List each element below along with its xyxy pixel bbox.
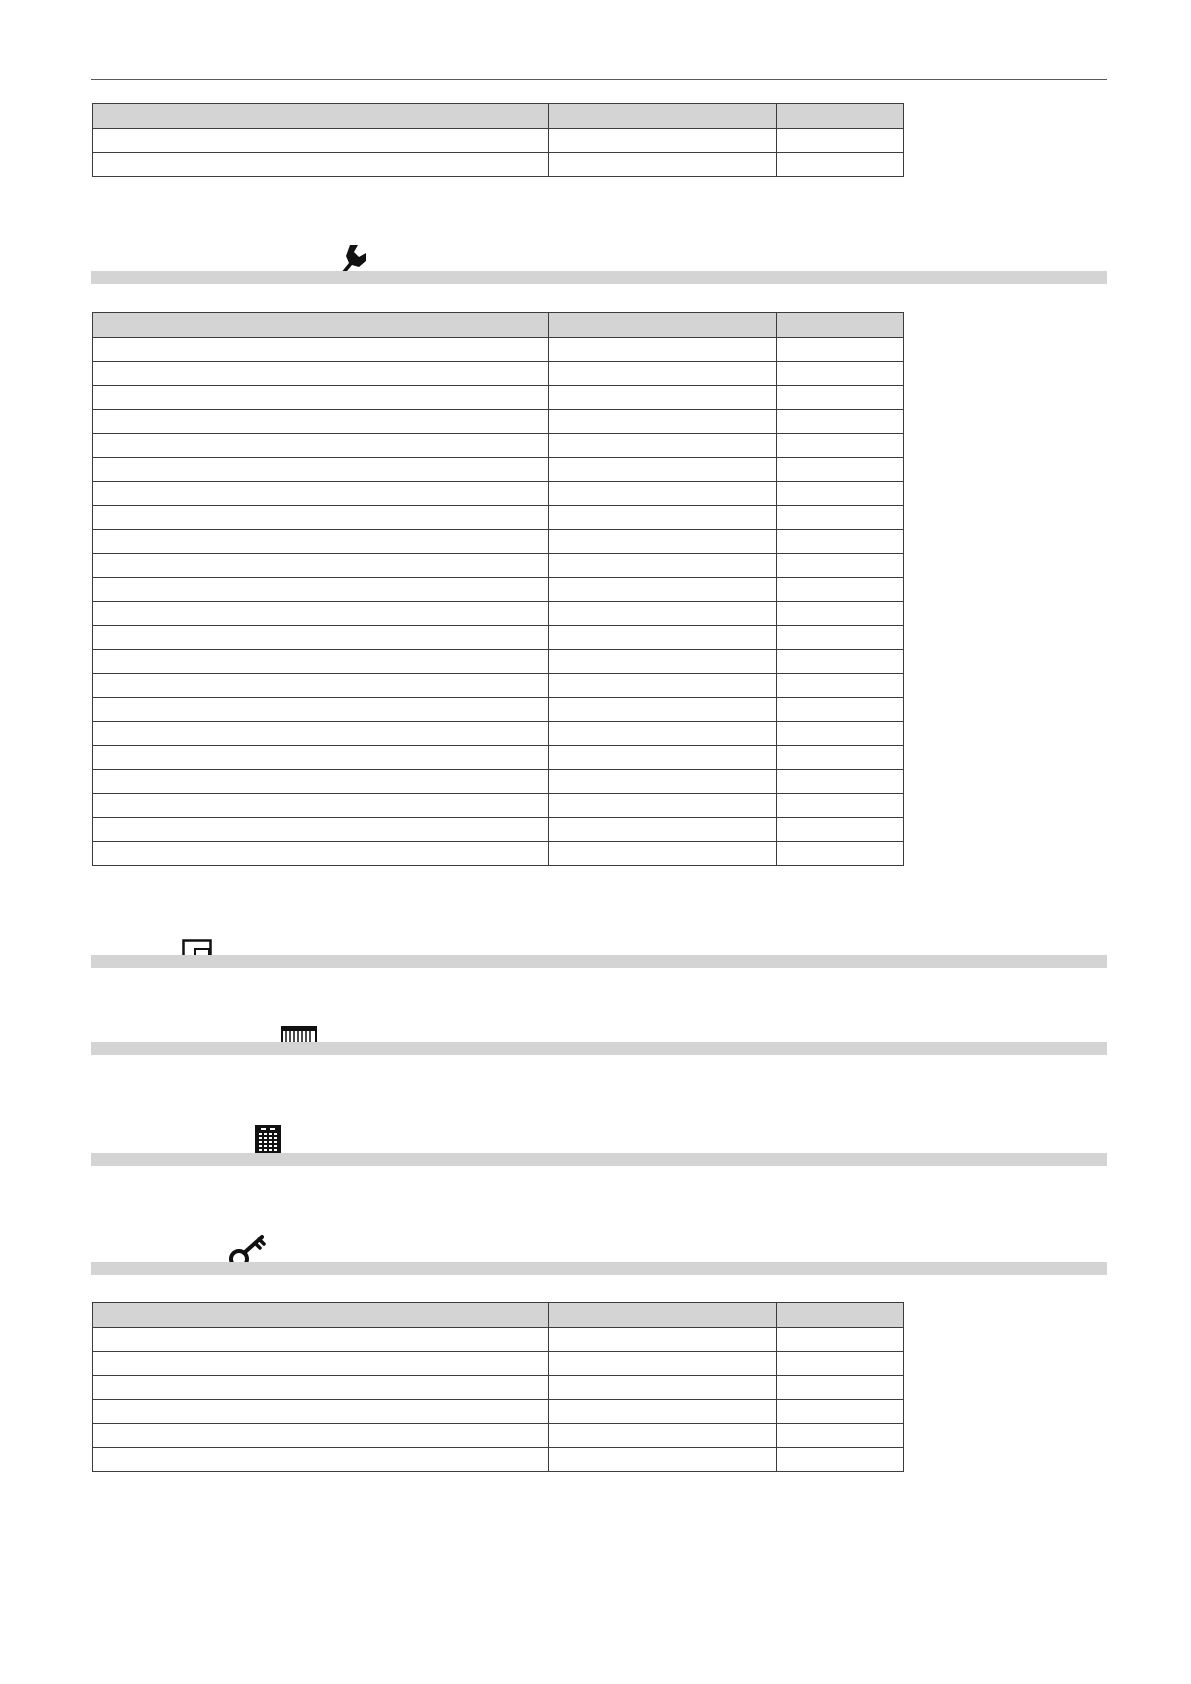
table-row bbox=[93, 626, 904, 650]
table-cell bbox=[549, 386, 777, 410]
table-cell bbox=[93, 1376, 549, 1400]
table-cell bbox=[549, 338, 777, 362]
table-cell bbox=[777, 104, 904, 129]
table-cell bbox=[93, 818, 549, 842]
table-row bbox=[93, 434, 904, 458]
table-row bbox=[93, 153, 904, 177]
table-cell bbox=[549, 506, 777, 530]
table-cell bbox=[93, 434, 549, 458]
table-cell bbox=[549, 1352, 777, 1376]
table-cell bbox=[93, 1352, 549, 1376]
table-cell bbox=[777, 626, 904, 650]
table-row bbox=[93, 482, 904, 506]
table-cell bbox=[777, 410, 904, 434]
table-cell bbox=[549, 1424, 777, 1448]
table-header-row bbox=[93, 1303, 904, 1328]
table-cell bbox=[777, 770, 904, 794]
table-cell bbox=[549, 458, 777, 482]
table-cell bbox=[777, 530, 904, 554]
table-cell bbox=[93, 554, 549, 578]
table-cell bbox=[549, 770, 777, 794]
table-row bbox=[93, 770, 904, 794]
table-cell bbox=[777, 434, 904, 458]
table-row bbox=[93, 1328, 904, 1352]
table-cell bbox=[93, 1424, 549, 1448]
table-cell bbox=[93, 129, 549, 153]
table-cell bbox=[93, 770, 549, 794]
table-key bbox=[92, 1302, 904, 1472]
table-cell bbox=[777, 338, 904, 362]
table-cell bbox=[777, 1303, 904, 1328]
table-row bbox=[93, 458, 904, 482]
table-cell bbox=[93, 482, 549, 506]
table-cell bbox=[777, 1352, 904, 1376]
table-row bbox=[93, 746, 904, 770]
table-cell bbox=[93, 1448, 549, 1472]
table-cell bbox=[549, 410, 777, 434]
table-cell bbox=[549, 530, 777, 554]
table-row bbox=[93, 338, 904, 362]
table-cell bbox=[549, 746, 777, 770]
table-cell bbox=[549, 1448, 777, 1472]
table-cell bbox=[777, 1328, 904, 1352]
table-cell bbox=[777, 1448, 904, 1472]
table-cell bbox=[93, 602, 549, 626]
table-row bbox=[93, 1424, 904, 1448]
table-row bbox=[93, 506, 904, 530]
table-cell bbox=[549, 626, 777, 650]
table-cell bbox=[93, 362, 549, 386]
table-cell bbox=[549, 674, 777, 698]
table-row bbox=[93, 650, 904, 674]
table-cell bbox=[777, 1424, 904, 1448]
table-cell bbox=[549, 602, 777, 626]
table-cell bbox=[777, 482, 904, 506]
table-cell bbox=[777, 578, 904, 602]
table-cell bbox=[777, 1376, 904, 1400]
table-cell bbox=[777, 818, 904, 842]
table-cell bbox=[777, 362, 904, 386]
table-row bbox=[93, 410, 904, 434]
table-cell bbox=[549, 698, 777, 722]
table-cell bbox=[93, 1400, 549, 1424]
table-cell bbox=[777, 313, 904, 338]
table-cell bbox=[93, 530, 549, 554]
table-cell bbox=[93, 794, 549, 818]
table-cell bbox=[93, 674, 549, 698]
table-cell bbox=[549, 578, 777, 602]
table-cell bbox=[93, 842, 549, 866]
table-cell bbox=[93, 506, 549, 530]
section-bar-key bbox=[91, 1262, 1107, 1275]
table-row bbox=[93, 129, 904, 153]
table-cell bbox=[777, 458, 904, 482]
table-cell bbox=[777, 722, 904, 746]
header-rule bbox=[91, 79, 1107, 80]
table-cell bbox=[777, 153, 904, 177]
table-cell bbox=[93, 578, 549, 602]
table-cell bbox=[93, 722, 549, 746]
section-bar-wrench bbox=[91, 271, 1107, 284]
table-row bbox=[93, 698, 904, 722]
table-cell bbox=[93, 1303, 549, 1328]
section-bar-building bbox=[91, 1153, 1107, 1166]
table-cell bbox=[93, 386, 549, 410]
table-cell bbox=[777, 386, 904, 410]
table-cell bbox=[93, 410, 549, 434]
table-row bbox=[93, 554, 904, 578]
table-cell bbox=[93, 626, 549, 650]
table-row bbox=[93, 362, 904, 386]
table-top bbox=[92, 103, 904, 177]
table-cell bbox=[549, 650, 777, 674]
table-row bbox=[93, 1400, 904, 1424]
table-cell bbox=[93, 458, 549, 482]
table-cell bbox=[93, 746, 549, 770]
table-cell bbox=[549, 434, 777, 458]
table-row bbox=[93, 386, 904, 410]
table-cell bbox=[777, 674, 904, 698]
table-cell bbox=[549, 1328, 777, 1352]
table-row bbox=[93, 530, 904, 554]
table-cell bbox=[549, 818, 777, 842]
table-cell bbox=[777, 1400, 904, 1424]
table-row bbox=[93, 602, 904, 626]
table-cell bbox=[549, 1400, 777, 1424]
table-row bbox=[93, 674, 904, 698]
table-cell bbox=[93, 650, 549, 674]
table-cell bbox=[93, 153, 549, 177]
table-cell bbox=[777, 602, 904, 626]
table-row bbox=[93, 722, 904, 746]
table-cell bbox=[93, 1328, 549, 1352]
table-cell bbox=[549, 1303, 777, 1328]
table-cell bbox=[549, 153, 777, 177]
table-cell bbox=[777, 746, 904, 770]
section-bar-window-shutter bbox=[91, 1042, 1107, 1055]
table-cell bbox=[777, 650, 904, 674]
table-cell bbox=[549, 842, 777, 866]
table-cell bbox=[549, 129, 777, 153]
table-cell bbox=[777, 698, 904, 722]
table-cell bbox=[777, 794, 904, 818]
table-cell bbox=[777, 842, 904, 866]
table-row bbox=[93, 1352, 904, 1376]
table-header-row bbox=[93, 313, 904, 338]
table-row bbox=[93, 818, 904, 842]
table-cell bbox=[777, 506, 904, 530]
table-cell bbox=[549, 482, 777, 506]
table-header-row bbox=[93, 104, 904, 129]
section-bar-picture-in-picture bbox=[91, 955, 1107, 968]
table-cell bbox=[93, 104, 549, 129]
table-cell bbox=[549, 794, 777, 818]
table-cell bbox=[549, 554, 777, 578]
table-row bbox=[93, 1448, 904, 1472]
table-cell bbox=[777, 554, 904, 578]
table-cell bbox=[549, 104, 777, 129]
table-row bbox=[93, 842, 904, 866]
table-cell bbox=[549, 362, 777, 386]
table-cell bbox=[93, 338, 549, 362]
table-cell bbox=[93, 698, 549, 722]
table-row bbox=[93, 1376, 904, 1400]
table-cell bbox=[549, 313, 777, 338]
table-cell bbox=[777, 129, 904, 153]
table-row bbox=[93, 794, 904, 818]
table-wrench bbox=[92, 312, 904, 866]
table-row bbox=[93, 578, 904, 602]
table-cell bbox=[549, 722, 777, 746]
table-cell bbox=[549, 1376, 777, 1400]
table-cell bbox=[93, 313, 549, 338]
